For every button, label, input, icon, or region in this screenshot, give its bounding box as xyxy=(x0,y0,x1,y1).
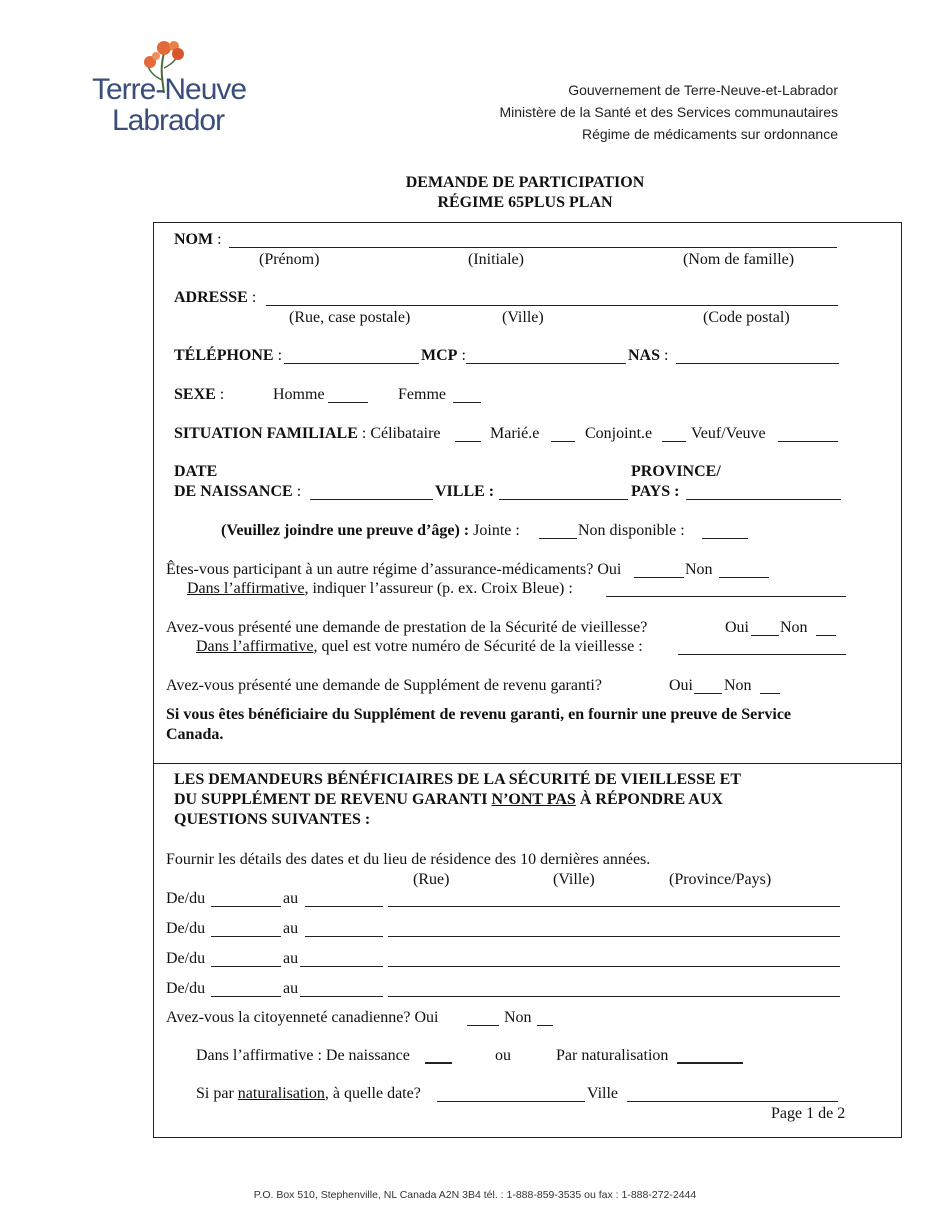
citoyen-si-group: Si par naturalisation, à quelle date? xyxy=(196,1085,421,1102)
q1-aff-group: Dans l’affirmative, indiquer l’assureur (p. ex. Croix Bleue) : xyxy=(187,580,573,597)
preuve-jointe-field[interactable] xyxy=(539,538,577,539)
q2-non-field[interactable] xyxy=(816,635,836,636)
citoyen-oui-field[interactable] xyxy=(467,1025,499,1026)
citoyen-ville-label: Ville xyxy=(587,1085,619,1102)
header-program: Régime de médicaments sur ordonnance xyxy=(581,126,838,142)
situation-marie-field[interactable] xyxy=(551,441,575,442)
citoyen-natural-label: Par naturalisation xyxy=(556,1047,669,1064)
situation-conjoint-field[interactable] xyxy=(662,441,686,442)
residence-au-label: au xyxy=(283,920,299,937)
logo xyxy=(92,38,252,138)
preuve-label: (Veuillez joindre une preuve d’âge) : xyxy=(221,522,470,539)
citoyen-naissance-field[interactable] xyxy=(425,1062,452,1064)
q3-non-label: Non xyxy=(724,677,752,694)
residence-de-label: De/du xyxy=(166,920,206,937)
residence-de-field[interactable] xyxy=(211,966,281,967)
nom-label-group: NOM : xyxy=(174,231,222,248)
nom-label: NOM xyxy=(174,231,214,248)
q3-oui-label: Oui xyxy=(669,677,693,694)
title-line1: DEMANDE DE PARTICIPATION xyxy=(405,174,645,191)
residence-au-field[interactable] xyxy=(300,996,383,997)
q3-oui-field[interactable] xyxy=(694,693,722,694)
mcp-label-group: MCP : xyxy=(421,347,466,364)
citoyen-non-label: Non xyxy=(504,1009,532,1026)
citoyen-si-naturalisation: naturalisation xyxy=(237,1085,325,1102)
residence-lieu-field[interactable] xyxy=(388,906,840,907)
residence-au-label: au xyxy=(283,980,299,997)
telephone-label: TÉLÉPHONE xyxy=(174,347,274,364)
residence-ville-caption: (Ville) xyxy=(553,871,595,888)
section2-line3: QUESTIONS SUIVANTES : xyxy=(174,811,371,828)
nom-initiale-caption: (Initiale) xyxy=(468,251,524,268)
sexe-femme-label: Femme xyxy=(398,386,446,403)
footer: P.O. Box 510, Stephenville, NL Canada A2N 3B4 tél. : 1-888-859-3535 ou fax : 1-888-272-2444 xyxy=(253,1189,697,1201)
q1-aff: Dans l’affirmative xyxy=(187,580,305,597)
sirg-note-line1: Si vous êtes bénéficiaire du Supplément de revenu garanti, en fournir une preuve de Service xyxy=(166,706,792,723)
adresse-label-group: ADRESSE : xyxy=(174,289,257,306)
sirg-note-line2: Canada. xyxy=(166,726,224,743)
situation-veuf-label: Veuf/Veuve xyxy=(691,425,766,442)
residence-au-label: au xyxy=(283,890,299,907)
residence-intro: Fournir les détails des dates et du lieu de résidence des 10 dernières années. xyxy=(166,851,651,868)
adresse-postal-caption: (Code postal) xyxy=(703,309,790,326)
nom-prenom-caption: (Prénom) xyxy=(259,251,320,268)
naissance-label-group: DE NAISSANCE : xyxy=(174,483,302,500)
naissance-date-label: DATE xyxy=(174,463,218,480)
q2-text: Avez-vous présenté une demande de prestation de la Sécurité de vieillesse? xyxy=(166,619,648,636)
citoyen-ville-field[interactable] xyxy=(627,1101,838,1102)
nas-field[interactable] xyxy=(676,363,839,364)
sexe-homme-label: Homme xyxy=(273,386,325,403)
preuve-nondispo-field[interactable] xyxy=(702,538,748,539)
q1-oui-field[interactable] xyxy=(634,577,684,578)
sexe-femme-field[interactable] xyxy=(453,402,481,403)
q1-non-field[interactable] xyxy=(719,577,769,578)
preuve-nondispo-label: Non disponible : xyxy=(578,522,685,539)
naissance-ville-field[interactable] xyxy=(499,499,628,500)
residence-au-field[interactable] xyxy=(305,906,383,907)
situation-veuf-field[interactable] xyxy=(778,441,838,442)
situation-marie-label: Marié.e xyxy=(490,425,540,442)
header-gov: Gouvernement de Terre-Neuve-et-Labrador xyxy=(568,82,838,98)
telephone-field[interactable] xyxy=(284,363,419,364)
q2-non-label: Non xyxy=(780,619,808,636)
q2-oui-label: Oui xyxy=(725,619,749,636)
naissance-pays-label: PAYS : xyxy=(631,483,680,500)
residence-province-caption: (Province/Pays) xyxy=(669,871,772,888)
nas-label-group: NAS : xyxy=(628,347,669,364)
sexe-label-group: SEXE : xyxy=(174,386,225,403)
header-ministry: Ministère de la Santé et des Services communautaires xyxy=(499,104,838,120)
q2-aff-group: Dans l’affirmative, quel est votre numéro de Sécurité de la vieillesse : xyxy=(196,638,643,655)
citoyen-date-field[interactable] xyxy=(437,1101,585,1102)
page-number: Page 1 de 2 xyxy=(771,1105,846,1122)
residence-au-label: au xyxy=(283,950,299,967)
naissance-pays-field[interactable] xyxy=(686,499,841,500)
logo-line1: Terre-Neuve xyxy=(92,73,247,106)
residence-de-label: De/du xyxy=(166,890,206,907)
residence-de-label: De/du xyxy=(166,980,206,997)
q3-non-field[interactable] xyxy=(760,693,780,694)
residence-rue-caption: (Rue) xyxy=(413,871,450,888)
nom-famille-caption: (Nom de famille) xyxy=(683,251,795,268)
citoyen-ou-label: ou xyxy=(495,1047,511,1064)
citoyen-non-field[interactable] xyxy=(537,1025,553,1026)
naissance-date-field[interactable] xyxy=(310,499,433,500)
adresse-rue-caption: (Rue, case postale) xyxy=(289,309,411,326)
nas-label: NAS xyxy=(628,347,661,364)
situation-conjoint-label: Conjoint.e xyxy=(585,425,653,442)
citoyen-naturalisation-field[interactable] xyxy=(677,1062,743,1064)
section2-line1: LES DEMANDEURS BÉNÉFICIAIRES DE LA SÉCURITÉ DE VIEILLESSE ET xyxy=(174,771,741,788)
mcp-field[interactable] xyxy=(466,363,626,364)
q3-text: Avez-vous présenté une demande de Supplément de revenu garanti? xyxy=(166,677,602,694)
sexe-label: SEXE xyxy=(174,386,216,403)
situation-label-group: SITUATION FAMILIALE : Célibataire xyxy=(174,425,441,442)
mcp-label: MCP xyxy=(421,347,458,364)
preuve-group: (Veuillez joindre une preuve d’âge) : Jointe : xyxy=(221,522,520,539)
citoyen-aff-label: Dans l’affirmative : De naissance xyxy=(196,1047,410,1064)
adresse-ville-caption: (Ville) xyxy=(502,309,544,326)
q2-numero-field[interactable] xyxy=(678,654,846,655)
q1-text: Êtes-vous participant à un autre régime d’assurance-médicaments? Oui xyxy=(166,561,622,578)
q2-oui-field[interactable] xyxy=(751,635,779,636)
residence-de-label: De/du xyxy=(166,950,206,967)
telephone-label-group: TÉLÉPHONE : xyxy=(174,347,283,364)
adresse-field[interactable] xyxy=(266,305,838,306)
residence-lieu-field[interactable] xyxy=(388,996,840,997)
section-divider xyxy=(153,763,902,764)
residence-de-field[interactable] xyxy=(211,906,281,907)
residence-lieu-field[interactable] xyxy=(388,966,840,967)
naissance-ville-label: VILLE : xyxy=(435,483,495,500)
q2-aff: Dans l’affirmative xyxy=(196,638,314,655)
naissance-province-label: PROVINCE/ xyxy=(631,463,721,480)
residence-au-field[interactable] xyxy=(300,966,383,967)
section2-line2: DU SUPPLÉMENT DE REVENU GARANTI N’ONT PAS À RÉPONDRE AUX xyxy=(174,791,723,808)
q1-assureur-field[interactable] xyxy=(606,596,846,597)
situation-label: SITUATION FAMILIALE xyxy=(174,425,358,442)
residence-au-field[interactable] xyxy=(305,936,383,937)
situation-celibataire-field[interactable] xyxy=(455,441,481,442)
sexe-homme-field[interactable] xyxy=(328,402,368,403)
residence-lieu-field[interactable] xyxy=(388,936,840,937)
naissance-label: DE NAISSANCE xyxy=(174,483,293,500)
section2-nont-pas: N’ONT PAS xyxy=(491,791,576,808)
citoyen-text: Avez-vous la citoyenneté canadienne? Oui xyxy=(166,1009,439,1026)
q1-non-label: Non xyxy=(685,561,713,578)
nom-field[interactable] xyxy=(229,247,837,248)
logo-line2: Labrador xyxy=(112,104,225,137)
title-line2: RÉGIME 65PLUS PLAN xyxy=(437,194,613,211)
residence-de-field[interactable] xyxy=(211,996,281,997)
adresse-label: ADRESSE xyxy=(174,289,248,306)
residence-de-field[interactable] xyxy=(211,936,281,937)
